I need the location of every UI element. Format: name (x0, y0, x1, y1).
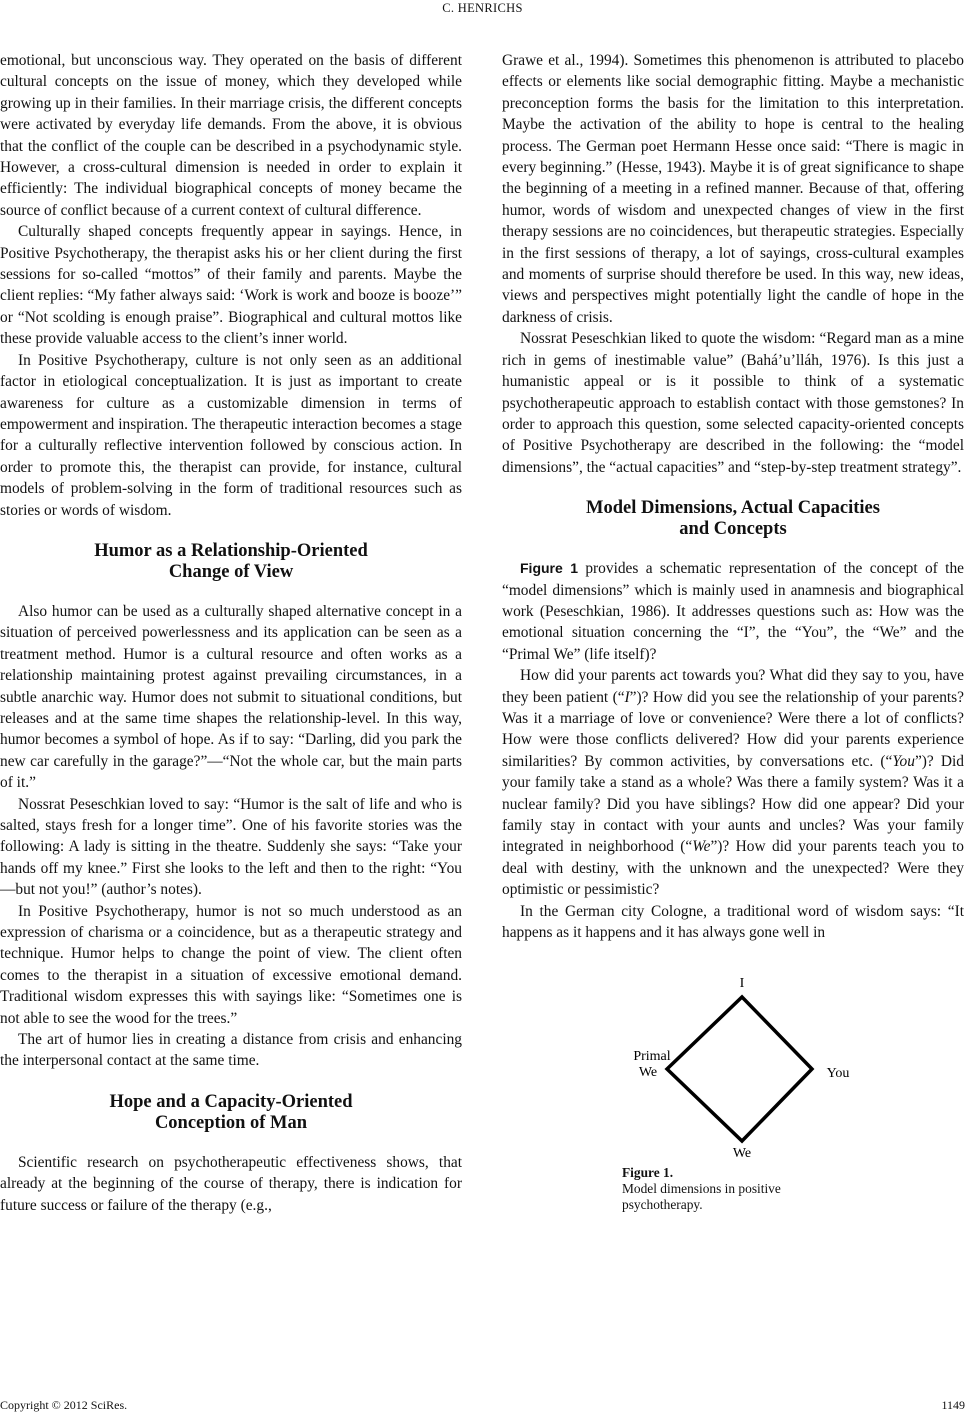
heading-line: Model Dimensions, Actual Capacities (586, 498, 880, 519)
paragraph: Grawe et al., 1994). Sometimes this phenomenon is attributed to placebo effects or elements like social demographic fitting. Maybe a mechanistic preconception forms the basis for the limitation to this interpretation. Maybe the activation of the ability to hope is central to the healing process. The German poet Hermann Hesse once said: “There is magic in every beginning.” (Hesse, 1943). Maybe it is of great significance to shape the beginning of a meeting in a refined manner. Because of that, offering humor, words of wisdom and unexpected changes of view in the first therapy sessions are no coincidences, but therapeutic strategies. Especially in the first sessions of therapy, a lot of sayings, cross-cultural examples and moments of surprise should therefore be used. In this way, new ideas, views and perspectives might potentially light the candle of hope in the darkness of crisis. (502, 52, 964, 326)
left-column (0, 50, 462, 1216)
section-heading-humor (0, 541, 462, 583)
emphasis: We (692, 838, 711, 856)
label-primal: Primal (633, 1049, 671, 1065)
figure-1 (622, 969, 882, 1213)
emphasis: You (892, 752, 915, 770)
paragraph-text: ”)? How did your parents teach you to deal with destiny, with the unknown and the unexpected? Were they optimistic or pessimistic? (502, 838, 964, 899)
heading-line: Humor as a Relationship-Oriented (94, 540, 368, 561)
figure-caption (622, 1165, 862, 1213)
paragraph-text: How did your parents act towards you? What did they say to you, have they been patient (“ (502, 667, 964, 706)
copyright-notice: Copyright © 2012 SciRes. (0, 1398, 128, 1412)
label-i: I (739, 976, 745, 992)
figure-caption-text: Model dimensions in positive psychotherapy. (622, 1181, 781, 1213)
paragraph: In Positive Psychotherapy, humor is not so much understood as an expression of charisma or a coincidence, but as a therapeutic strategy and technique. Humor helps to change the point of view. The client often comes to the therapist in a situation of excessive emotional demand. Traditional wisdom expresses this with sayings like: “Sometimes one is not able to see the wood for the trees.” (0, 902, 462, 1027)
paragraph: emotional, but unconscious way. They operated on the basis of different cultural concepts on the issue of money, which they developed while growing up in their families. In their marriage crisis, the different concepts were activated by everyday life demands. From the above, it is obvious that the conflict of the couple can be described in a psychodynamic style. However, a cross-cultural dimension is needed in order to explain it efficiently: The individual biographical concepts of money became the source of conflict because of a current context of cultural difference. (0, 52, 462, 219)
paragraph-text: ”)? How did you see the relationship of your parents? Was it a marriage of love or convenience? Were there a lot of conflicts? How were those conflicts delivered? How did your parents experience similarities? By common activities, by conversations etc. (“ (502, 688, 964, 770)
paragraph (502, 558, 964, 665)
paragraph: In Positive Psychotherapy, culture is not only seen as an additional factor in etiological conceptualization. It is just as important to create awareness for culture as a customizable dimension in terms of empowerment and inspiration. The therapeutic interaction becomes a stage for a culturally reflective intervention followed by conscious action. In order to promote this, the therapist can provide, for instance, cultural models of problem-solving in the form of traditional resources such as stories or words of wisdom. (0, 351, 462, 519)
label-you: You (826, 1066, 850, 1082)
figure-caption-title: Figure 1. (622, 1165, 674, 1181)
right-column (502, 50, 964, 1213)
page-footer (0, 1396, 965, 1414)
section-heading-hope (0, 1092, 462, 1134)
paragraph (502, 665, 964, 900)
heading-line: Hope and a Capacity-Oriented (109, 1091, 353, 1112)
diamond-shape (667, 997, 812, 1141)
paragraph: Culturally shaped concepts frequently appear in sayings. Hence, in Positive Psychotherapy, the therapist asks his or her client during the first sessions for so-called “mottos” of their family and parents. Maybe the client replies: “My father always said: ‘Work is work and booze is booze’” or “Not scolding is enough praise”. Biographical and cultural mottos like these provide valuable access to the client’s inner world. (0, 223, 462, 348)
running-head: C. HENRICHS (442, 1, 523, 15)
page-number: 1149 (941, 1398, 965, 1412)
paragraph: Scientific research on psychotherapeutic effectiveness shows, that already at the beginning of the course of therapy, there is indication for future success or failure of the therapy (e.g., (0, 1153, 462, 1214)
paragraph: Nossrat Peseschkian loved to say: “Humor is the salt of life and who is salted, stays fresh for a longer time”. One of his favorite stories was the following: A lady is sitting in the theatre. Suddenly she says: “Take your hands off my knee.” First she looks to the left and then to the right: “You—but not you!” (author’s notes). (0, 795, 462, 899)
paragraph-text: ”)? Did your family take a stand as a whole? Was there a family system? Was it a nuclear family? Did you have siblings? How did one appear? Did your family stay in contact with your aunts and uncles? Was your family integrated in neighborhood (“ (502, 752, 964, 856)
label-primal-we: We (638, 1065, 658, 1081)
heading-line: Change of View (168, 561, 294, 582)
paragraph-text: provides a schematic representation of the concept of the “model dimensions” which is mainly used in anamnesis and biographical work (Peseschkian, 1986). It addresses questions such as: How was the emotional situation concerning the “I”, the “You”, the “We” and the “Primal We” (life itself)? (502, 560, 964, 663)
paragraph: In the German city Cologne, a traditional word of wisdom says: “It happens as it happens and it has always gone well in (502, 902, 964, 942)
paragraph: Also humor can be used as a culturally shaped alternative concept in a situation of perceived powerlessness and its application can be seen as a treatment method. Humor is a cultural resource and often works as a relationship maintaining protest against prevailing circumstances, in a subtle anarchic way. Humor does not submit to situational conditions, but releases and at the same time shapes the relationship-level. In this way, humor becomes a symbol of hope. As if to say: “Darling, did you park the new car carefully in the garage?”—“Not the whole car, but the main parts of it.” (0, 602, 462, 792)
model-dimensions-diagram (622, 969, 862, 1159)
heading-line: and Concepts (679, 519, 787, 540)
heading-line: Conception of Man (154, 1112, 308, 1133)
figure-reference-link[interactable]: Figure 1 (520, 560, 578, 577)
emphasis: I (624, 688, 630, 706)
paragraph: Nossrat Peseschkian liked to quote the wisdom: “Regard man as a mine rich in gems of inestimable value” (Bahá’u’lláh, 1976). Is this just a humanistic appeal or is it possible to think of a systematic psychotherapeutic approach to establish contact with those gemstones? In order to approach this question, some selected capacity-oriented concepts of Positive Psychotherapy are described in the following: the “model dimensions”, the “actual capacities” and “step-by-step treatment strategy”. (502, 330, 964, 476)
paragraph: The art of humor lies in creating a distance from crisis and enhancing the interpersonal contact at the same time. (0, 1031, 462, 1070)
label-we: We (732, 1146, 752, 1160)
section-heading-model-dimensions (502, 498, 964, 540)
